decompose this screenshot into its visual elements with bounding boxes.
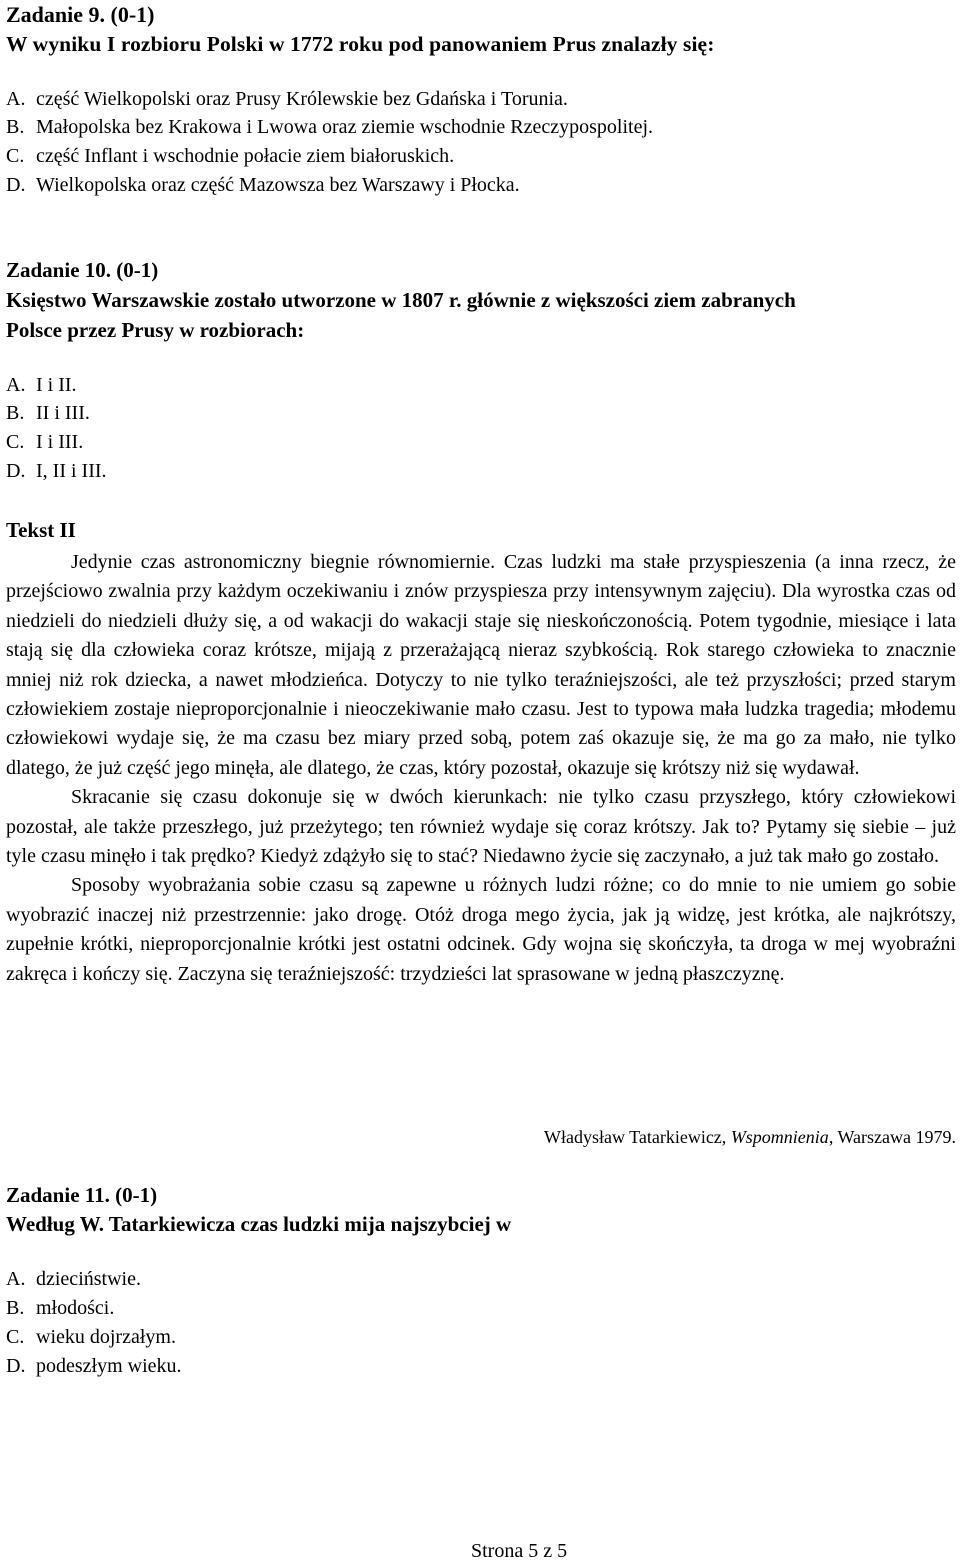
option-text: I, II i III. — [36, 460, 107, 482]
passage-paragraph: Sposoby wyobrażania sobie czasu są zapewne u różnych ludzi różne; co do mnie to nie umiem go sobie wyobrazić inaczej niż przestrzennie: jako drogę. Otóż droga mego życia, jak ją widzę, jest krótka, ale najkrótszy, zupełnie krótki, nieproporcjonalnie krótki jest ostatni odcinek. Gdy wojna się skończyła, ta droga w mej wyobraźni zakręca i kończy się. Zaczyna się teraźniejszość: trzydzieści lat sprasowane w jedną płaszczyznę. — [6, 874, 956, 985]
exam-page — [6, 0, 956, 1565]
option-text: młodości. — [36, 1297, 115, 1319]
option-key: C. — [6, 431, 25, 453]
citation-author: Władysław Tatarkiewicz, — [543, 1127, 727, 1147]
option-text: I i III. — [36, 431, 84, 453]
citation-work: Wspomnienia — [730, 1127, 829, 1147]
option-text: Małopolska bez Krakowa i Lwowa oraz ziemie wschodnie Rzeczypospolitej. — [36, 116, 654, 138]
option-key: A. — [6, 88, 26, 110]
option-key: C. — [6, 145, 25, 167]
option-text: część Wielkopolski oraz Prusy Królewskie bez Gdańska i Torunia. — [36, 88, 568, 110]
option-text: wieku dojrzałym. — [36, 1326, 176, 1348]
task11-option-d — [6, 1355, 182, 1378]
passage-paragraph: Jedynie czas astronomiczny biegnie równomiernie. Czas ludzki ma stałe przyspieszenia (a inna rzecz, że przejściowo zwalnia przy każdym oczekiwaniu i znów przyspiesza przy intensywnym zajęciu). Dla wyrostka czas od niedzieli do niedzieli dłuży się, a od wakacji do wakacji staje się nieskończonością. Potem tygodnie, miesiące i lata stają się dla człowieka coraz krótsze, mijają z przerażającą nieraz szybkością. Rok starego człowieka to znacznie mniej niż rok dziecka, a nawet młodzieńca. Dotyczy to nie tylko teraźniejszości, ale też przyszłości; przed starym człowiekiem zostaje nieproporcjonalnie i nieoczekiwanie mało czasu. Jest to typowa mała ludzka tragedia; młodemu człowiekowi wydaje się, że ma czasu bez miary przed sobą, potem zaś okazuje się, że ma go za mało, nie tylko dlatego, że już część jego minęła, ale dlatego, że czas, który pozostał, okazuje się krótszy niż się wydawał. — [6, 551, 956, 779]
option-text: dzieciństwie. — [36, 1268, 141, 1290]
task10-option-d — [6, 460, 107, 483]
page-footer: Strona 5 z 5 — [471, 1540, 568, 1562]
task10-question-line1: Księstwo Warszawskie zostało utworzone w 1807 r. głównie z większości ziem zabranych — [6, 288, 796, 312]
option-text: Wielkopolska oraz część Mazowsza bez Warszawy i Płocka. — [36, 174, 520, 196]
option-key: B. — [6, 402, 25, 424]
source-citation — [544, 1127, 956, 1148]
option-key: A. — [6, 374, 26, 396]
task9-option-a — [6, 88, 568, 111]
option-key: D. — [6, 1355, 26, 1377]
citation-place-year: , Warszawa 1979. — [828, 1127, 956, 1147]
option-key: D. — [6, 174, 26, 196]
task11-option-a — [6, 1268, 141, 1291]
option-key: B. — [6, 116, 25, 138]
task9-question: W wyniku I rozbioru Polski w 1772 roku pod panowaniem Prus znalazły się: — [6, 32, 715, 56]
task9-option-c — [6, 145, 454, 168]
task11-option-c — [6, 1326, 176, 1349]
text2-passage — [6, 548, 956, 989]
option-key: B. — [6, 1297, 25, 1319]
task9-option-d — [6, 174, 520, 197]
option-text: II i III. — [36, 402, 90, 424]
task11-option-b — [6, 1297, 114, 1320]
text2-heading: Tekst II — [6, 518, 76, 542]
task10-title: Zadanie 10. (0-1) — [6, 258, 159, 282]
option-text: część Inflant i wschodnie połacie ziem białoruskich. — [36, 145, 455, 167]
task10-option-a — [6, 374, 77, 397]
task9-title: Zadanie 9. (0-1) — [6, 2, 155, 27]
option-key: A. — [6, 1268, 26, 1290]
option-text: I i II. — [36, 374, 77, 396]
task11-question: Według W. Tatarkiewicza czas ludzki mija najszybciej w — [6, 1212, 512, 1236]
task11-title: Zadanie 11. (0-1) — [6, 1183, 158, 1207]
option-key: D. — [6, 460, 26, 482]
option-key: C. — [6, 1326, 25, 1348]
passage-paragraph: Skracanie się czasu dokonuje się w dwóch kierunkach: nie tylko czasu przyszłego, który człowiekowi pozostał, ale także przeszłego, już przeżytego; ten również wydaje się coraz krótszy. Jak to? Pytamy się siebie – już tyle czasu minęło i tak prędko? Kiedyż zdążyło się to stać? Niedawno życie się zaczynało, a już tak mało go zostało. — [6, 786, 956, 868]
task10-option-b — [6, 402, 90, 425]
task10-option-c — [6, 431, 83, 454]
option-text: podeszłym wieku. — [36, 1355, 182, 1377]
task10-question-line2: Polsce przez Prusy w rozbiorach: — [6, 318, 305, 342]
task9-option-b — [6, 116, 653, 139]
